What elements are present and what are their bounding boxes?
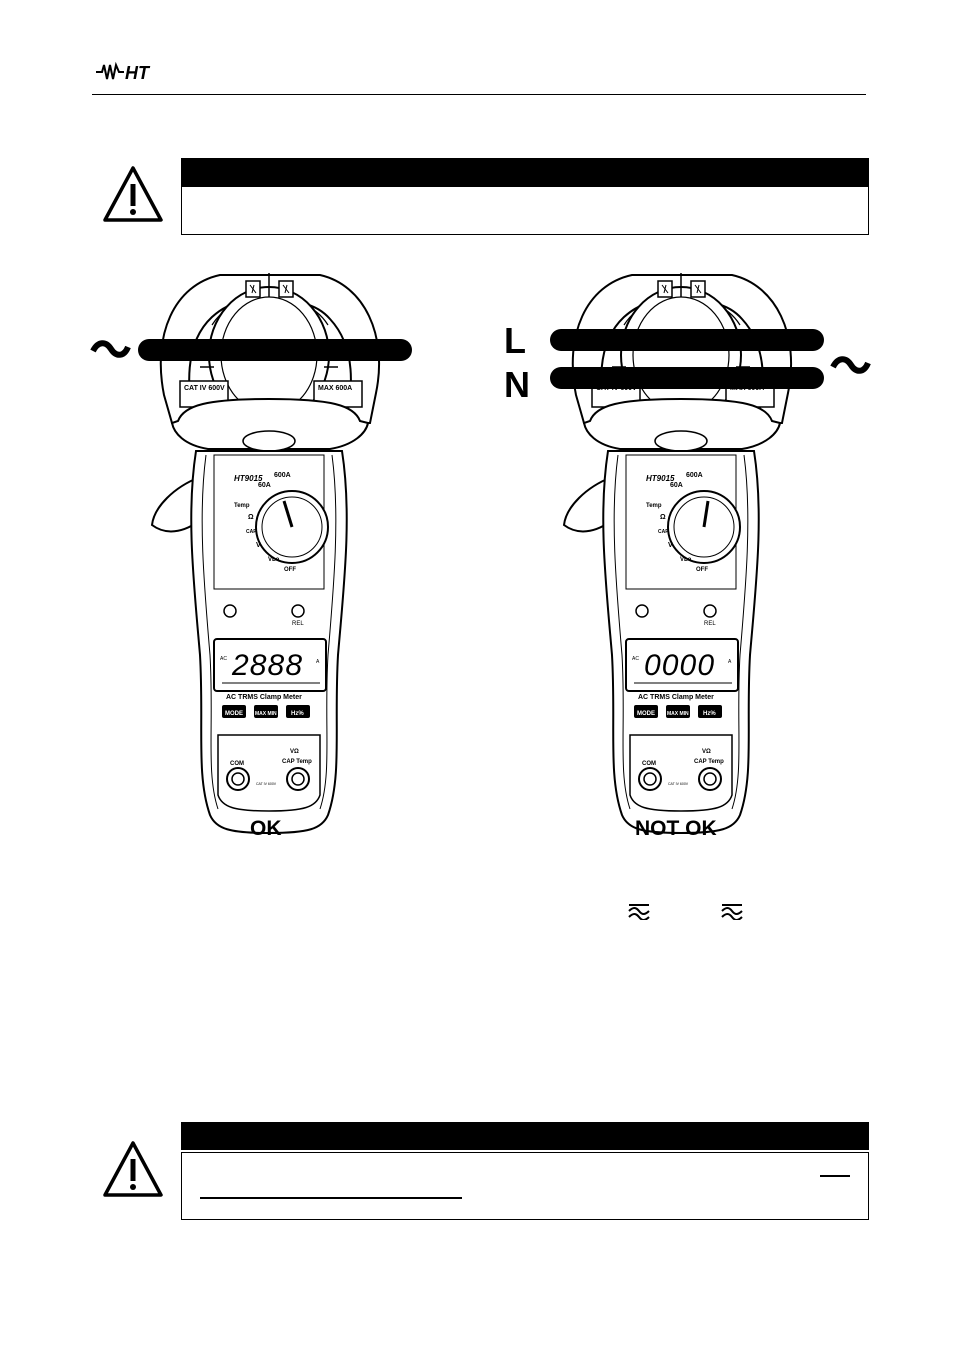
svg-text:AC TRMS Clamp Meter: AC TRMS Clamp Meter	[638, 694, 714, 701]
ht-logo	[94, 60, 172, 84]
svg-text:VΩ: VΩ	[702, 749, 711, 755]
warning-2-underline-b	[200, 1197, 462, 1199]
clamp-meter-right	[564, 273, 791, 833]
btn-hz: Hz%	[291, 711, 304, 717]
range-low: 60A	[258, 482, 271, 489]
warning-2-underline-a	[820, 1175, 850, 1177]
rel-label: REL	[292, 621, 304, 627]
svg-text:OFF: OFF	[696, 567, 708, 573]
lcd-unit: A	[316, 659, 320, 665]
logo-text: HT	[125, 63, 149, 83]
terminal-cap: CAP Temp	[282, 759, 312, 765]
ac-dc-icon	[627, 902, 651, 920]
svg-text:AC: AC	[632, 656, 639, 662]
dial-cap: CAP	[246, 529, 257, 535]
cable-l	[550, 329, 824, 351]
ac-symbol-right	[833, 359, 868, 371]
btn-maxmin: MAX MIN	[255, 711, 277, 717]
terminal-com: COM	[230, 761, 244, 767]
svg-text:V: V	[668, 542, 673, 549]
svg-text:CAP Temp: CAP Temp	[694, 759, 724, 765]
btn-mode: MODE	[225, 711, 243, 717]
svg-text:A: A	[728, 659, 732, 665]
dial-ohm: Ω	[248, 514, 254, 521]
lcd-value: 2888	[232, 649, 302, 682]
warning-triangle-icon	[102, 1140, 164, 1198]
jaw-label-right: MAX 600A	[318, 385, 353, 392]
label-n: N	[504, 364, 530, 405]
cat-note: CAT IV 600V	[256, 782, 277, 786]
warning-2-title-bar	[181, 1122, 869, 1150]
dial-off: OFF	[284, 567, 296, 573]
clamp-meter-figure	[0, 255, 954, 845]
svg-text:Hz%: Hz%	[703, 711, 716, 717]
svg-text:VLo: VLo	[680, 557, 692, 563]
svg-text:CAT IV 600V: CAT IV 600V	[668, 782, 689, 786]
caption-ok: OK	[250, 817, 282, 840]
lcd-mode: AC	[220, 656, 227, 662]
warning-1-title-bar	[181, 158, 869, 186]
caption-not-ok: NOT OK	[635, 817, 717, 840]
label-l: L	[504, 320, 526, 361]
svg-text:HT9015: HT9015	[646, 474, 675, 483]
ac-symbol-left	[93, 343, 128, 355]
bar-label: AC TRMS Clamp Meter	[226, 694, 302, 701]
svg-text:MAX MIN: MAX MIN	[667, 711, 689, 717]
cable-n	[550, 367, 824, 389]
jaw-label-left: CAT IV 600V	[184, 385, 225, 392]
dial-vlo: VLo	[268, 557, 280, 563]
header-rule	[92, 94, 866, 95]
svg-text:60A: 60A	[670, 482, 683, 489]
svg-text:REL: REL	[704, 621, 716, 627]
terminal-v: VΩ	[290, 749, 299, 755]
svg-text:Ω: Ω	[660, 514, 666, 521]
dial-temp: Temp	[234, 503, 250, 509]
model-label: HT9015	[234, 474, 263, 483]
svg-text:Temp: Temp	[646, 503, 662, 509]
svg-text:MODE: MODE	[637, 711, 655, 717]
dial-v: V	[256, 542, 261, 549]
warning-2-box	[181, 1152, 869, 1220]
range-high: 600A	[274, 472, 291, 479]
lcd-value-right: 0000	[644, 649, 714, 682]
ac-dc-icon	[720, 902, 744, 920]
warning-triangle-icon	[102, 165, 164, 223]
svg-text:CAP: CAP	[658, 529, 669, 535]
cable-single	[138, 339, 412, 361]
svg-text:600A: 600A	[686, 472, 703, 479]
warning-1-box	[181, 186, 869, 235]
svg-text:COM: COM	[642, 761, 656, 767]
